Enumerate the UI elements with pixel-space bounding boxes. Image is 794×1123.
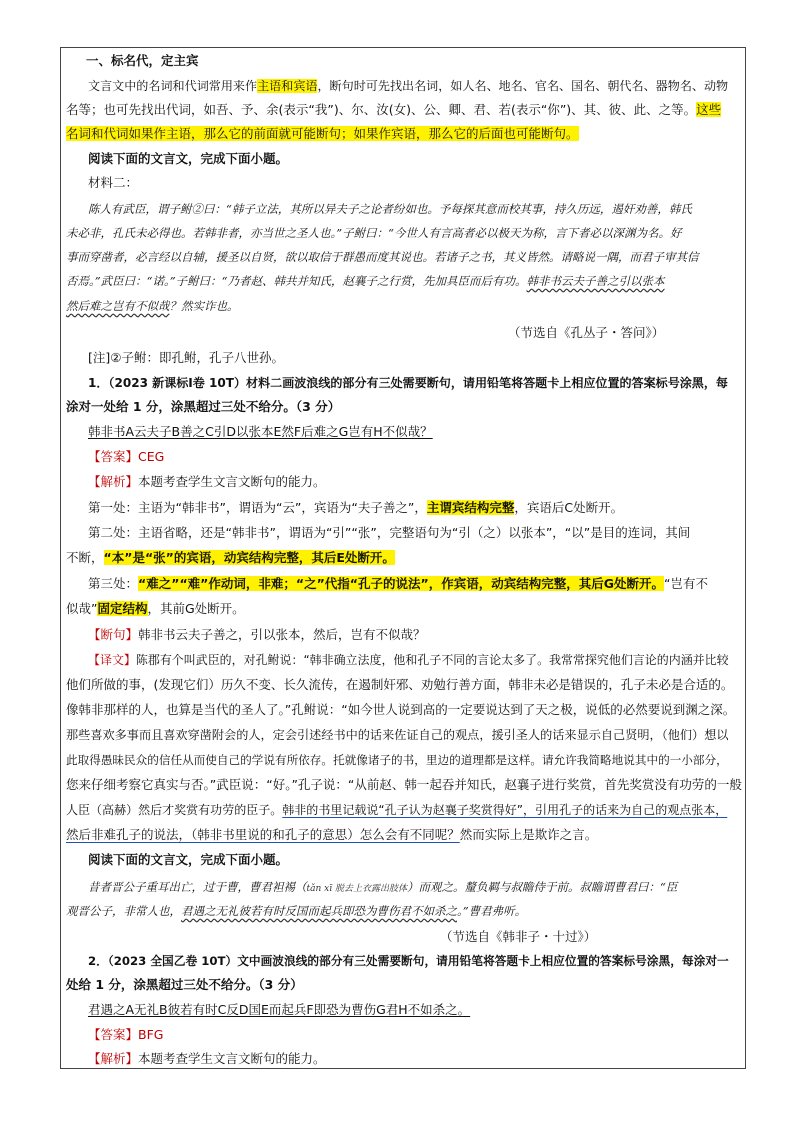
analysis-point-1: 第一处：主语为“韩非书”，谓语为“云”，宾语为“夫子善之”，主谓宾结构完整，宾语后C处断开。 <box>88 500 624 515</box>
question-2-options: 君遇之A无礼B彼若有时C反D国E而起兵F即恐为曹伤G君H不如杀之。 <box>88 1002 471 1017</box>
passage2-line-1: 昔者晋公子重耳出亡，过于曹，曹君袒裼（tǎn xī 脱去上衣露出肢体）而观之。釐负羁与叔瞻侍于前。叔瞻谓曹君曰：“臣 <box>88 880 678 894</box>
passage1-line-4: 否焉。”武臣曰：“诺。”子鲋曰：“乃者赵、韩共并知氏，赵襄子之行赏，先加具臣而后有功。韩非书云夫子善之引以张本 <box>66 274 665 288</box>
punctuation-1: 【断句】韩非书云夫子善之，引以张本，然后，岂有不似哉？ <box>88 627 426 642</box>
prompt-1: 阅读下面的文言文，完成下面小题。 <box>88 151 289 166</box>
translation-line-4: 那些喜欢多事而且喜欢穿凿附会的人，定会引述经书中的话来佐证自己的观点，援引圣人的话来显示自己贤明，（他们）想以 <box>66 728 729 742</box>
analysis-point-2-line-1: 第二处：主语省略，还是“韩非书”，谓语为“引”“张”，完整语句为“引（之）以张本”，“以”是目的连词，其间 <box>88 525 691 540</box>
intro-line-2: 名等；也可先找出代词，如吾、予、余(表示“我”)、尔、汝(女)、公、卿、君、若(表示“你”)、其、彼、此、之等。这些 <box>66 102 722 117</box>
answer-2: 【答案】BFG <box>88 1027 164 1042</box>
answer-1: 【答案】CEG <box>88 449 165 464</box>
analysis-2: 【解析】本题考查学生文言文断句的能力。 <box>88 1051 326 1066</box>
source-2: （节选自《韩非子・十过》） <box>440 929 597 944</box>
passage1-line-2: 未必非，孔氏未必得也。若韩非者，亦当世之圣人也。”子鲋曰：“今世人有言高者必以极天为称，言下者必以深渊为名。好 <box>66 226 682 240</box>
translation-line-2: 他们所做的事，(发现它们）历久不变、长久流传，在遏制奸邪、劝勉行善方面，韩非未必是错误的，孔子未必是合适的。 <box>66 677 734 692</box>
material-label: 材料二： <box>88 175 139 190</box>
translation-line-1: 【译文】陈郡有个叫武臣的，对孔鲋说：“韩非确立法度，他和孔子不同的言论太多了。我常常探究他们言论的内涵并比较 <box>88 653 729 667</box>
note-1: [注]②子鲋：即孔鲋，孔子八世孙。 <box>88 350 284 365</box>
translation-line-6: 您来仔细考察它真实与否。”武臣说：“好。”孔子说：“从前赵、韩一起吞并知氏，赵襄子进行奖赏，首先奖赏没有功劳的一般 <box>66 777 742 792</box>
passage2-line-2: 观晋公子，非常人也，君遇之无礼彼若有时反国而起兵即恐为曹伤君不如杀之。”曹君弗听。 <box>66 904 527 918</box>
analysis-point-3-line-2: 似哉”固定结构，其前G处断开。 <box>66 601 245 616</box>
question-2-line-2: 处给 1 分，涂黑超过三处不给分。（3 分） <box>66 977 303 992</box>
analysis-point-3-line-1: 第三处：“难之”“难”作动词，非难；“之”代指“孔子的说法”，作宾语，动宾结构完整，其后G处断开。“岂有不 <box>88 576 708 591</box>
analysis-1: 【解析】本题考查学生文言文断句的能力。 <box>88 474 326 489</box>
analysis-point-2-line-2: 不断，“本”是“张”的宾语，动宾结构完整，其后E处断开。 <box>66 550 395 565</box>
section-title: 一、标名代，定主宾 <box>86 53 199 68</box>
intro-line-3: 名词和代词如果作主语，那么它的前面就可能断句；如果作宾语，那么它的后面也可能断句。 <box>66 126 579 141</box>
translation-line-7: 人臣（高赫）然后才奖赏有功劳的臣子。韩非的书里记载说“孔子认为赵襄子奖赏得好”，引用孔子的话来为自己的观点张本， <box>66 803 728 817</box>
question-1-options: 韩非书A云夫子B善之C引D以张本E然F后难之G岂有H不似哉？ <box>88 424 433 439</box>
intro-line-1: 文言文中的名词和代词常用来作主语和宾语，断句时可先找出名词，如人名、地名、官名、国名、朝代名、器物名、动物 <box>88 79 729 93</box>
question-1-line-1: 1．（2023 新课标Ⅰ卷 10T）材料二画波浪线的部分有三处需要断句，请用铅笔将答题卡上相应位置的答案标号涂黑，每 <box>88 376 728 390</box>
source-1: （节选自《孔丛子・答问》） <box>508 325 665 340</box>
passage1-line-1: 陈人有武臣，谓子鲋②曰：“韩子立法，其所以异夫子之论者纷如也。予每探其意而校其事，持久历远，遏奸劝善，韩氏 <box>88 202 692 216</box>
passage1-line-3: 事而穿凿者，必言经以自辅，援圣以自贤，欲以取信于群愚而度其说也。若诸子之书，其义皆然。请略说一隅，而君子审其信 <box>66 250 699 264</box>
passage1-line-5: 然后难之岂有不似哉？然实诈也。 <box>66 299 239 313</box>
question-1-line-2: 涂对一处给 1 分，涂黑超过三处不给分。（3 分） <box>66 399 341 414</box>
translation-line-3: 像韩非那样的人，也算是当代的圣人了。”孔鲋说：“如今世人说到高的一定要说达到了天之极，说低的必然要说到渊之深。 <box>66 702 736 717</box>
prompt-2: 阅读下面的文言文，完成下面小题。 <box>88 852 289 867</box>
question-2-line-1: 2．（2023 全国乙卷 10T）文中画波浪线的部分有三处需要断句，请用铅笔将答题卡上相应位置的答案标号涂黑，每涂对一 <box>88 954 729 968</box>
translation-line-8: 然后非难孔子的说法，（韩非书里说的和孔子的意思）怎么会有不同呢？然而实际上是欺诈之言。 <box>66 827 598 842</box>
translation-line-5: 此取得愚昧民众的信任从而使自己的学说有所依存。托就像诸子的书，里边的道理都是这样。请允许我简略地说其中的一小部分， <box>66 753 728 767</box>
